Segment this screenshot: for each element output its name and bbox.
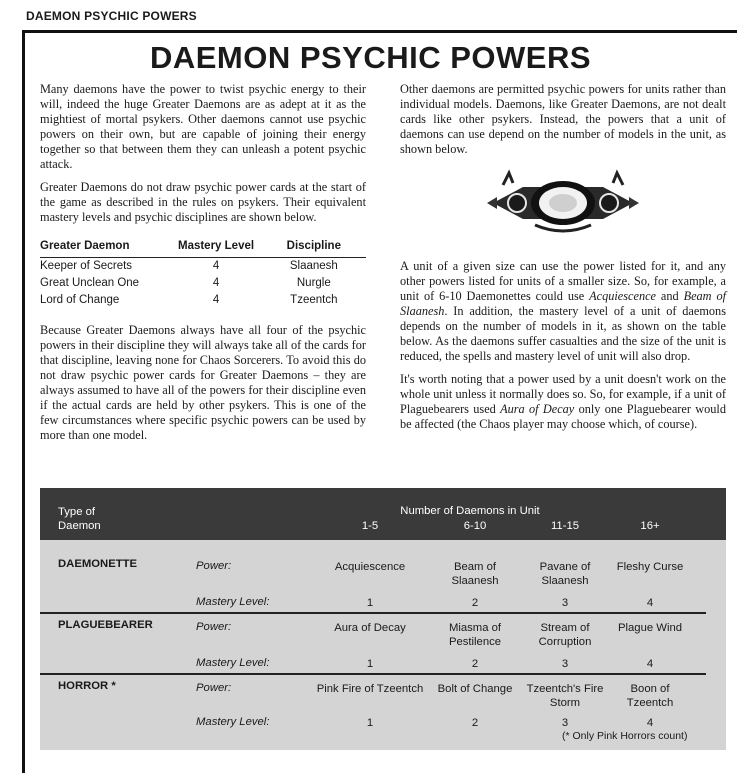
unit-size-paragraph: A unit of a given size can use the power listed for it, and any other powers listed for units of a smaller size. So, for example, a unit of 6-10 Daemonettes could use Acquiescence and Beam of Slaanesh. In addition, the mastery level of a unit of daemons depends on the number of models in it, as shown on the table below. As the daemons suffer casualties and the size of the unit is reduced, the spells and mastery level of unit will also drop. bbox=[400, 259, 727, 363]
page-title: DAEMON PSYCHIC POWERS bbox=[149, 40, 592, 75]
ornament-icon bbox=[483, 167, 643, 239]
header-col-1-5: 1-5 bbox=[361, 520, 379, 532]
header-greater-daemon: Greater Daemon bbox=[40, 237, 170, 258]
chaos-sorcerers-paragraph: Because Greater Daemons always have all four of the psychic powers in their discipline they will always take all of the cards for that discipline, leaving none for Chaos Sorcerers. To avoid this do not draw psychic power cards for Greater Daemons – they are always assumed to have all of the powers for their discipline even if the actual cards are held by other psykers. This is one of the few circumstances where specific psychic powers can be used by more than one model. bbox=[40, 323, 366, 442]
daemon-name: Keeper of Secrets bbox=[40, 260, 133, 272]
power-cell: Stream of Corruption bbox=[538, 622, 592, 648]
right-column bbox=[400, 82, 726, 440]
table-row bbox=[40, 292, 366, 309]
power-cell: Acquiescence bbox=[334, 561, 406, 573]
greater-daemons-paragraph: Greater Daemons do not draw psychic power cards at the start of the game as described in the rules on psykers. Their equivalent mastery levels and psychic disciplines are shown below. bbox=[40, 180, 366, 224]
header-col-11-15: 11-15 bbox=[550, 520, 580, 532]
power-label: Power: bbox=[196, 560, 232, 572]
power-cell: Miasma of Pestilence bbox=[448, 622, 502, 648]
power-cell: Pink Fire of Tzeentch bbox=[316, 683, 424, 695]
header-discipline: Discipline bbox=[262, 237, 366, 258]
header-type-of-daemon: Type of Daemon bbox=[58, 506, 101, 532]
worth-noting-paragraph: It's worth noting that a power used by a unit doesn't work on the whole unit unless it normally does so. So, for example, if a unit of Plaguebearers used Aura of Decay only one Plaguebearer would be affected (the Chaos player may choose which, of course). bbox=[400, 372, 726, 431]
power-label: Power: bbox=[196, 621, 232, 633]
header-mastery-level: Mastery Level bbox=[170, 237, 261, 258]
power-cell: Aura of Decay bbox=[334, 622, 406, 634]
power-cell: Tzeentch's Fire Storm bbox=[526, 683, 604, 709]
mastery-cell: 3 bbox=[561, 717, 569, 729]
header-col-6-10: 6-10 bbox=[463, 520, 487, 532]
daemon-unit-table bbox=[40, 488, 726, 750]
power-cell: Fleshy Curse bbox=[616, 561, 684, 573]
divider bbox=[40, 612, 706, 614]
mastery-value: 4 bbox=[212, 260, 220, 272]
header-number-of-daemons: Number of Daemons in Unit bbox=[400, 505, 540, 517]
mastery-cell: 3 bbox=[561, 597, 569, 609]
daemon-name: Lord of Change bbox=[40, 294, 120, 306]
divider bbox=[40, 673, 706, 675]
intro-paragraph: Many daemons have the power to twist psychic energy to their will, indeed the huge Greater Daemons are as adept at it as the mightiest of mortal psykers. Other daemons cannot use psychic powers on their own, but are capable of joining their energy together so that between them they can unleash a potent psychic attack. bbox=[40, 82, 366, 171]
header-col-16-plus: 16+ bbox=[640, 520, 660, 532]
discipline-value: Slaanesh bbox=[289, 260, 338, 272]
mastery-label: Mastery Level: bbox=[196, 657, 270, 669]
mastery-cell: 4 bbox=[646, 717, 654, 729]
footnote: (* Only Pink Horrors count) bbox=[562, 730, 688, 742]
table-row bbox=[40, 275, 366, 292]
mastery-cell: 2 bbox=[471, 597, 479, 609]
mastery-cell: 1 bbox=[366, 658, 374, 670]
left-column bbox=[40, 82, 366, 451]
mastery-cell: 1 bbox=[366, 717, 374, 729]
mastery-label: Mastery Level: bbox=[196, 716, 270, 728]
table-header bbox=[40, 488, 726, 540]
discipline-value: Nurgle bbox=[296, 277, 331, 289]
mastery-label: Mastery Level: bbox=[196, 596, 270, 608]
power-cell: Plague Wind bbox=[617, 622, 683, 634]
mastery-value: 4 bbox=[212, 294, 220, 306]
power-label: Power: bbox=[196, 682, 232, 694]
power-cell: Beam of Slaanesh bbox=[451, 561, 499, 587]
mastery-cell: 2 bbox=[471, 717, 479, 729]
greater-daemon-table bbox=[40, 237, 366, 309]
mastery-cell: 4 bbox=[646, 597, 654, 609]
power-cell: Boon of Tzeentch bbox=[626, 683, 674, 709]
power-cell: Bolt of Change bbox=[437, 683, 513, 695]
unit-name-horror: HORROR * bbox=[58, 680, 116, 692]
table-row bbox=[40, 258, 366, 276]
unit-name-plaguebearer: PLAGUEBEARER bbox=[58, 619, 153, 631]
mastery-value: 4 bbox=[212, 277, 220, 289]
power-cell: Pavane of Slaanesh bbox=[539, 561, 591, 587]
mastery-cell: 2 bbox=[471, 658, 479, 670]
mastery-cell: 4 bbox=[646, 658, 654, 670]
daemon-name: Great Unclean One bbox=[40, 277, 140, 289]
discipline-value: Tzeentch bbox=[290, 294, 338, 306]
running-head: DAEMON PSYCHIC POWERS bbox=[26, 9, 197, 23]
unit-name-daemonette: DAEMONETTE bbox=[58, 558, 138, 570]
mastery-cell: 1 bbox=[366, 597, 374, 609]
units-paragraph: Other daemons are permitted psychic powers for units rather than individual models. Daemons, like Greater Daemons, are not dealt cards like other psykers. Instead, the powers that a unit of daemons can use depend on the number of models in the unit, as shown below. bbox=[400, 82, 726, 156]
mastery-cell: 3 bbox=[561, 658, 569, 670]
